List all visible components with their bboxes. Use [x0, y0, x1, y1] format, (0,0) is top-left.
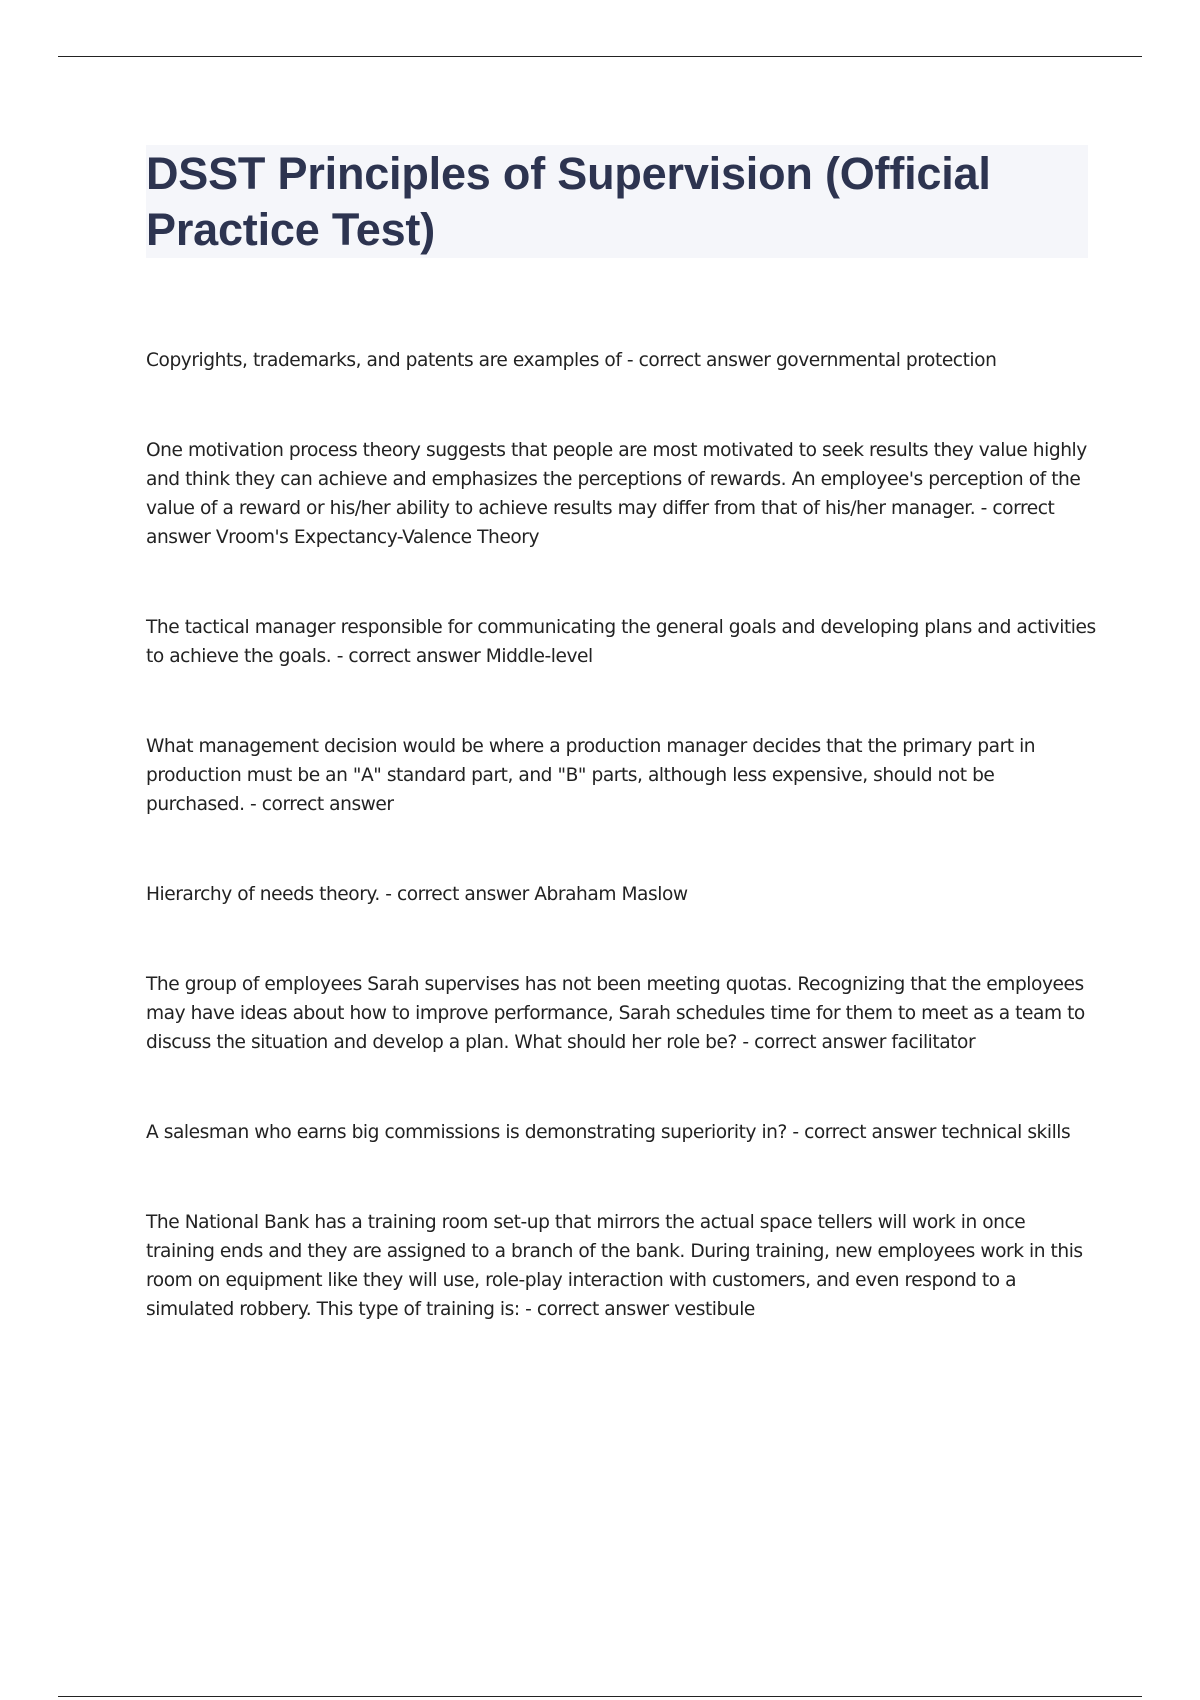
- question-item-2: One motivation process theory suggests that people are most motivated to seek results they value highly and think they can achieve and emphasizes the perceptions of rewards. An employee's perception of the value of a reward or his/her ability to achieve results may differ from that of his/her manager. - correct answer Vroom's Expectancy-Valence Theory: [146, 440, 1087, 548]
- question-item-8: The National Bank has a training room set-up that mirrors the actual space tellers will work in once training ends and they are assigned to a branch of the bank. During training, new employees work in this room on equipment like they will use, role-play interaction with customers, and even respond to a simulated robbery. This type of training is: - correct answer vestibule: [146, 1212, 1083, 1320]
- question-list: [146, 346, 1096, 1324]
- question-item-6: The group of employees Sarah supervises has not been meeting quotas. Recognizing that the employees may have ideas about how to improve performance, Sarah schedules time for them to meet as a team to discuss the situation and develop a plan. What should her role be? - correct answer facilitator: [146, 974, 1085, 1053]
- question-item-5: Hierarchy of needs theory. - correct answer Abraham Maslow: [146, 884, 688, 905]
- question-item-3: The tactical manager responsible for communicating the general goals and developing plans and activities to achieve the goals. - correct answer Middle-level: [146, 617, 1096, 667]
- question-item-1: Copyrights, trademarks, and patents are examples of - correct answer governmental protection: [146, 350, 997, 371]
- question-item-4: What management decision would be where a production manager decides that the primary part in production must be an "A" standard part, and "B" parts, although less expensive, should not be purchased. - correct answer: [146, 736, 1036, 815]
- footer-rule: [58, 1696, 1142, 1697]
- page-title: DSST Principles of Supervision (Official Practice Test): [146, 148, 991, 255]
- header-rule: [58, 56, 1142, 57]
- question-item-7: A salesman who earns big commissions is demonstrating superiority in? - correct answer technical skills: [146, 1122, 1071, 1143]
- title-block: [146, 145, 1088, 258]
